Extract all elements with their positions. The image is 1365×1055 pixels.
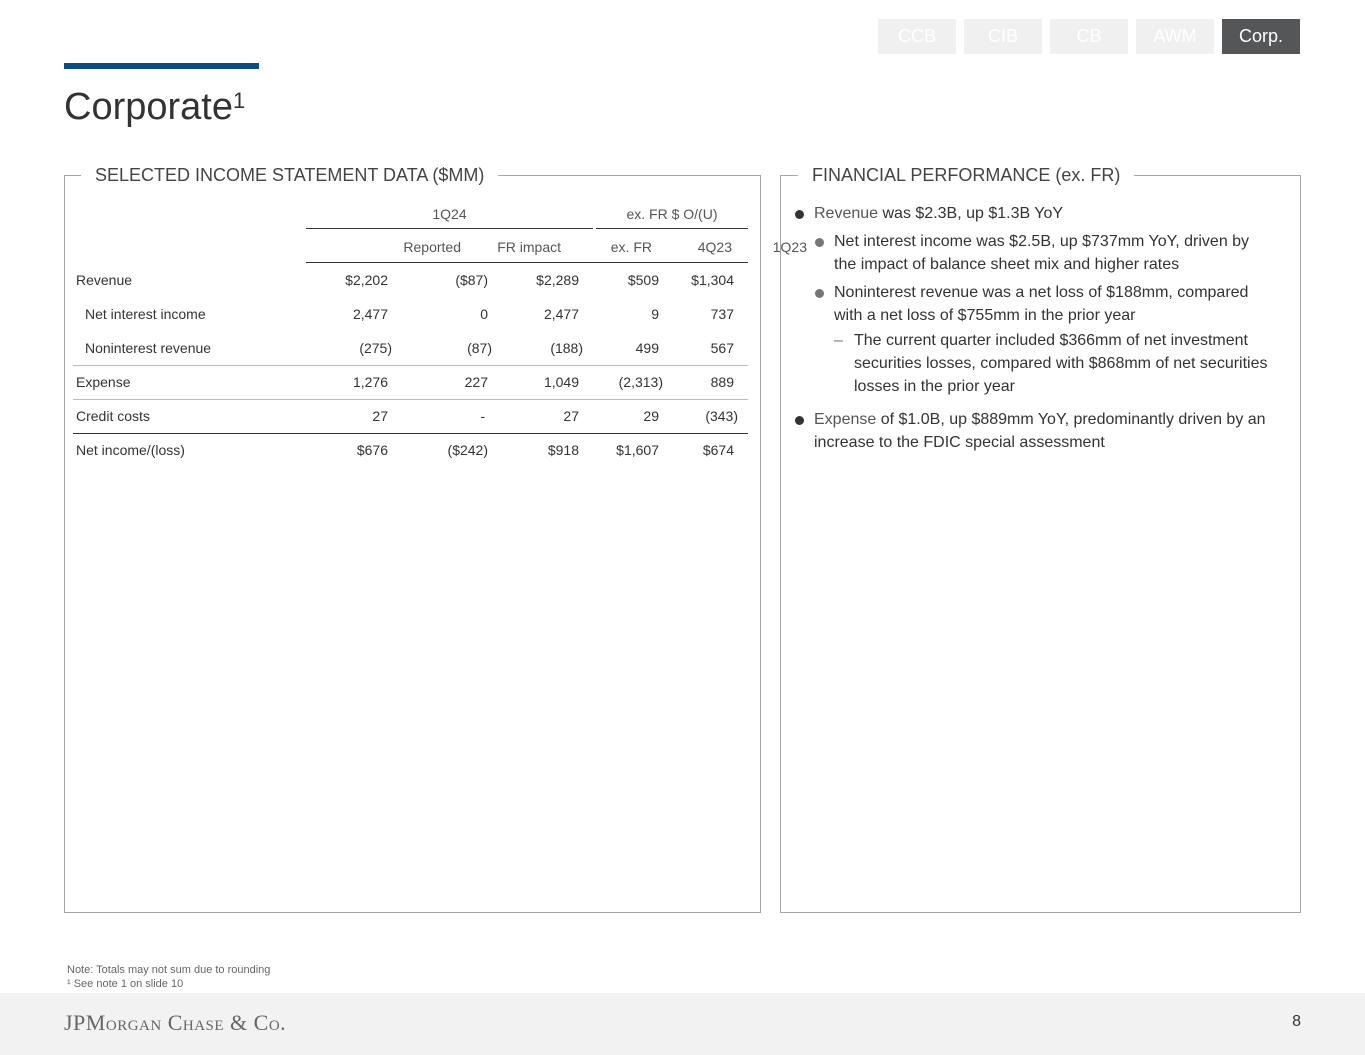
page-number: 8 [1292,1013,1301,1030]
page-title-text: Corporate [64,86,233,128]
bullet-spacer [795,398,1275,408]
financial-performance-panel [780,165,1301,913]
cell-1q23: (343) [705,408,738,424]
table-row [73,263,748,297]
group-header-1q24: 1Q24 [306,206,593,229]
cell-reported: $676 [356,442,388,458]
sub-bullet-noninterest: Noninterest revenue was a net loss of $188mm, compared with a net loss of $755mm in the prior year [795,281,1275,327]
group-header-exfr: ex. FR $ O/(U) [596,206,748,229]
tab-cib[interactable]: CIB [964,19,1042,54]
row-label: Credit costs [76,408,150,424]
col-header-reported: Reported [403,239,461,255]
cell-4q23: 9 [651,306,659,322]
cell-4q23: (2,313) [618,374,663,390]
footer [0,993,1365,1055]
bullet-expense [795,408,1275,454]
bullet-highlight: Revenue [814,205,879,222]
segment-tabs [878,19,1300,54]
cell-reported: (275) [359,340,392,356]
sub-bullet-nii: Net interest income was $2.5B, up $737mm YoY, driven by the impact of balance sheet mix and higher rates [795,230,1275,276]
col-header-1q23: 1Q23 [772,239,807,255]
footnotes [67,963,270,991]
table-row [73,399,748,434]
table-row [73,297,748,331]
table-row [73,331,748,366]
performance-bullets [795,202,1275,454]
cell-4q23: $1,607 [616,442,659,458]
company-logo: JPMorgan Chase & Co. [64,1010,287,1035]
title-accent-bar [64,63,259,69]
financial-performance-title: FINANCIAL PERFORMANCE (ex. FR) [798,164,1134,186]
cell-fr-impact: - [480,408,485,424]
income-statement-panel [64,165,807,913]
row-label: Revenue [76,272,133,288]
tab-corp[interactable]: Corp. [1222,19,1300,54]
cell-reported: 2,477 [352,306,388,322]
cell-1q23: 567 [710,340,734,356]
income-statement-title: SELECTED INCOME STATEMENT DATA ($MM) [81,164,498,186]
dash-bullet-securities: – The current quarter included $366mm of net investment securities losses, compared with $868mm of net securities losses in the prior year [795,329,1275,398]
tab-ccb[interactable]: CCB [878,19,956,54]
cell-1q23: 737 [710,306,734,322]
row-label: Expense [76,374,131,390]
row-label: Noninterest revenue [85,340,212,356]
cell-ex-fr: 1,049 [543,374,579,390]
bullet-highlight: Expense [814,411,877,428]
cell-1q23: 889 [710,374,734,390]
cell-fr-impact: ($242) [447,442,488,458]
bullet-revenue [795,202,1275,225]
cell-ex-fr: 27 [563,408,579,424]
footnote-rounding: Note: Totals may not sum due to rounding [67,964,271,976]
title-footnote-marker: 1 [232,88,246,113]
col-header-ex-fr: ex. FR [610,239,652,255]
cell-4q23: $509 [627,272,659,288]
row-label: Net income/(loss) [76,442,185,458]
bullet-text: of $1.0B, up $889mm YoY, predominantly driven by an increase to the FDIC special assessment [814,411,1266,451]
bullet-text: was $2.3B, up $1.3B YoY [878,205,1064,222]
cell-1q23: $1,304 [691,272,734,288]
cell-ex-fr: (188) [550,340,583,356]
cell-4q23: 499 [635,340,659,356]
cell-1q23: $674 [702,442,734,458]
cell-ex-fr: $918 [547,442,579,458]
cell-ex-fr: $2,289 [536,272,579,288]
column-headers [306,239,807,263]
col-header-4q23: 4Q23 [697,239,732,255]
cell-reported: $2,202 [345,272,388,288]
cell-4q23: 29 [643,408,659,424]
col-header-fr-impact: FR impact [497,239,561,255]
cell-fr-impact: 227 [464,374,488,390]
tab-awm[interactable]: AWM [1136,19,1214,54]
cell-reported: 1,276 [352,374,388,390]
tab-cb[interactable]: CB [1050,19,1128,54]
footnote-1: ¹ See note 1 on slide 10 [67,978,184,990]
table-row [73,365,748,400]
cell-reported: 27 [372,408,388,424]
cell-ex-fr: 2,477 [543,306,579,322]
cell-fr-impact: 0 [480,306,488,322]
table-row [73,433,748,467]
row-label: Net interest income [85,306,206,322]
cell-fr-impact: ($87) [455,272,488,288]
cell-fr-impact: (87) [467,340,492,356]
page-title [64,86,245,129]
